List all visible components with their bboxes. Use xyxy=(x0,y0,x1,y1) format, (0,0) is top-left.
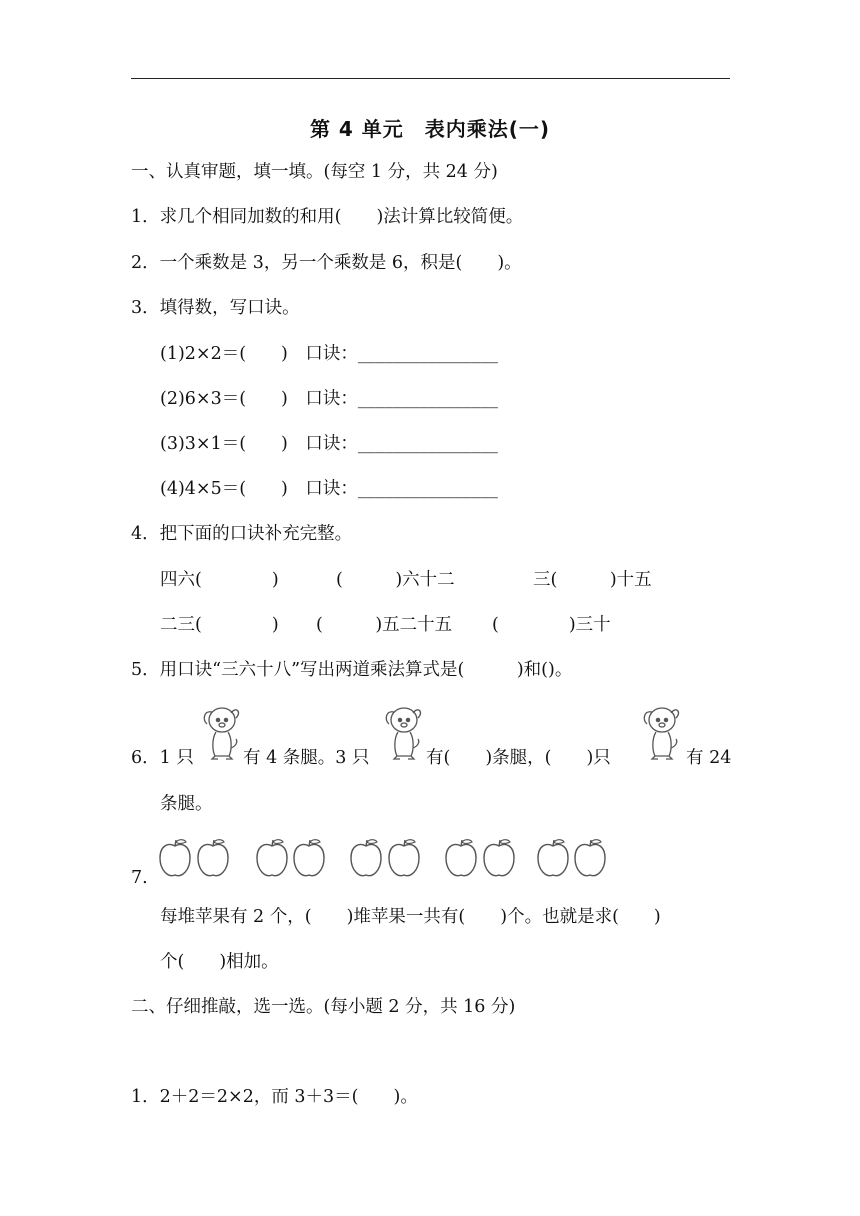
question-5: 5．用口诀“三六十八”写出两道乘法算式是( )和()。 xyxy=(131,660,573,680)
q6-text: 6．1 只 xyxy=(131,748,194,768)
q6-text: 有( )条腿，( )只 xyxy=(426,748,611,768)
apple-groups xyxy=(155,836,615,880)
puppy-icon xyxy=(198,702,242,762)
section1-heading: 一、认真审题，填一填。(每空 1 分，共 24 分) xyxy=(131,162,498,182)
question-3-item: (4)4×5＝( ) 口诀：________________ xyxy=(160,479,498,499)
question-3-stem: 3．填得数，写口诀。 xyxy=(131,298,300,318)
q7-text-line2: 个( )相加。 xyxy=(160,952,279,972)
question-1: 1．求几个相同加数的和用( )法计算比较简便。 xyxy=(131,207,524,227)
q4-blank: ( )五二十五 xyxy=(316,615,453,635)
section2-heading: 二、仔细推敲，选一选。(每小题 2 分，共 16 分) xyxy=(131,997,516,1017)
question-4-stem: 4．把下面的口诀补充完整。 xyxy=(131,524,353,544)
question-3-item: (3)3×1＝( ) 口诀：________________ xyxy=(160,434,498,454)
header-rule xyxy=(131,78,730,79)
question-3-item: (2)6×3＝( ) 口诀：________________ xyxy=(160,389,498,409)
q6-text: 有 24 xyxy=(686,748,732,768)
q6-text: 有 4 条腿。3 只 xyxy=(243,748,370,768)
q7-text: 每堆苹果有 2 个，( )堆苹果一共有( )个。也就是求( ) xyxy=(160,907,661,927)
puppy-icon xyxy=(638,702,682,762)
q4-blank: ( )三十 xyxy=(492,615,611,635)
q4-blank: 四六( ) xyxy=(160,570,279,590)
q4-blank: 三( )十五 xyxy=(533,570,652,590)
puppy-icon xyxy=(380,702,424,762)
q4-blank: 二三( ) xyxy=(160,615,279,635)
page-title: 第 4 单元 表内乘法(一) xyxy=(309,117,551,141)
q7-number: 7. xyxy=(131,868,148,888)
q6-text-line2: 条腿。 xyxy=(160,794,213,814)
q4-blank: ( )六十二 xyxy=(336,570,455,590)
section2-question-1: 1．2＋2＝2×2，而 3＋3＝( )。 xyxy=(131,1087,418,1107)
question-3-item: (1)2×2＝( ) 口诀：________________ xyxy=(160,344,498,364)
question-2: 2．一个乘数是 3，另一个乘数是 6，积是( )。 xyxy=(131,253,522,273)
